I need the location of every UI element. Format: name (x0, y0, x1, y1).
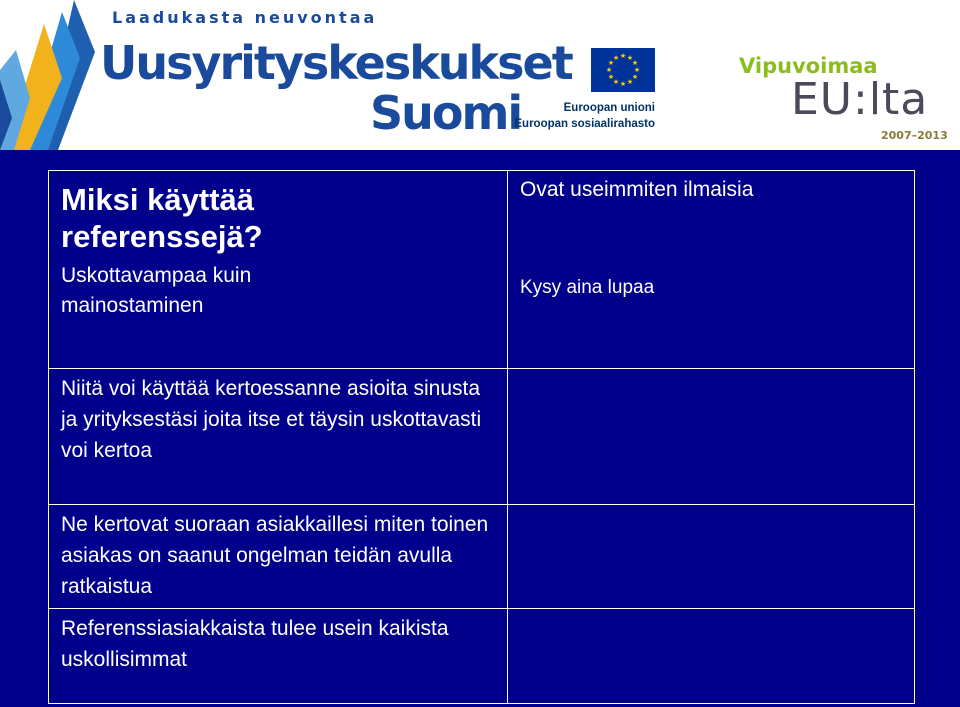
brand-subname: Suomi (370, 86, 522, 140)
svg-text:★: ★ (626, 54, 634, 62)
content-table (48, 170, 915, 704)
point-2: Ne kertovat suoraan asiakkaillesi miten toinen asiakas on saanut ongelman teidän avulla ratkaistua (49, 504, 508, 609)
right-cell-2 (508, 369, 915, 504)
slide-title: Miksi käyttää referenssejä? (61, 182, 263, 254)
eu-logo (501, 48, 655, 148)
right-cell-3 (508, 504, 915, 609)
point-3: Referenssiasiakkaista tulee usein kaikista uskollisimmat (49, 609, 508, 704)
svg-text:★: ★ (605, 66, 613, 74)
vipuvoimaa-logo (703, 50, 960, 148)
svg-text:★: ★ (631, 73, 639, 81)
right-cell-1 (508, 171, 915, 369)
svg-text:★: ★ (607, 73, 615, 81)
svg-text:★: ★ (612, 54, 620, 62)
sail-logo-icon (0, 0, 110, 150)
eu-flag-icon (591, 48, 655, 92)
eu-fund-label: Euroopan sosiaalirahasto (514, 118, 655, 130)
right-cell-4 (508, 609, 915, 704)
slide-subtitle: Uskottavampaa kuin mainostaminen (61, 264, 252, 317)
free-note: Ovat useimmiten ilmaisia (520, 178, 754, 201)
header-banner (0, 0, 960, 150)
vipu-years: 2007–2013 (881, 129, 948, 142)
tagline: Laadukasta neuvontaa (112, 8, 378, 27)
svg-text:★: ★ (612, 78, 620, 86)
vipu-title: Vipuvoimaa (739, 54, 878, 78)
svg-text:★: ★ (633, 66, 641, 74)
vipu-eu: EU:lta (791, 74, 929, 125)
svg-text:★: ★ (626, 78, 634, 86)
svg-text:★: ★ (619, 80, 627, 88)
svg-text:★: ★ (631, 59, 639, 67)
point-1: Niitä voi käyttää kertoessanne asioita sinusta ja yrityksestäsi joita itse et täysin uskottavasti voi kertoa (49, 369, 508, 504)
svg-text:★: ★ (607, 59, 615, 67)
svg-text:★: ★ (619, 52, 627, 60)
permission-note: Kysy aina lupaa (520, 277, 655, 298)
brand-name: Uusyrityskeskukset (100, 36, 572, 90)
uusyrityskeskukset-logo (0, 0, 572, 150)
title-cell (49, 171, 508, 369)
eu-union-label: Euroopan unioni (563, 102, 655, 114)
